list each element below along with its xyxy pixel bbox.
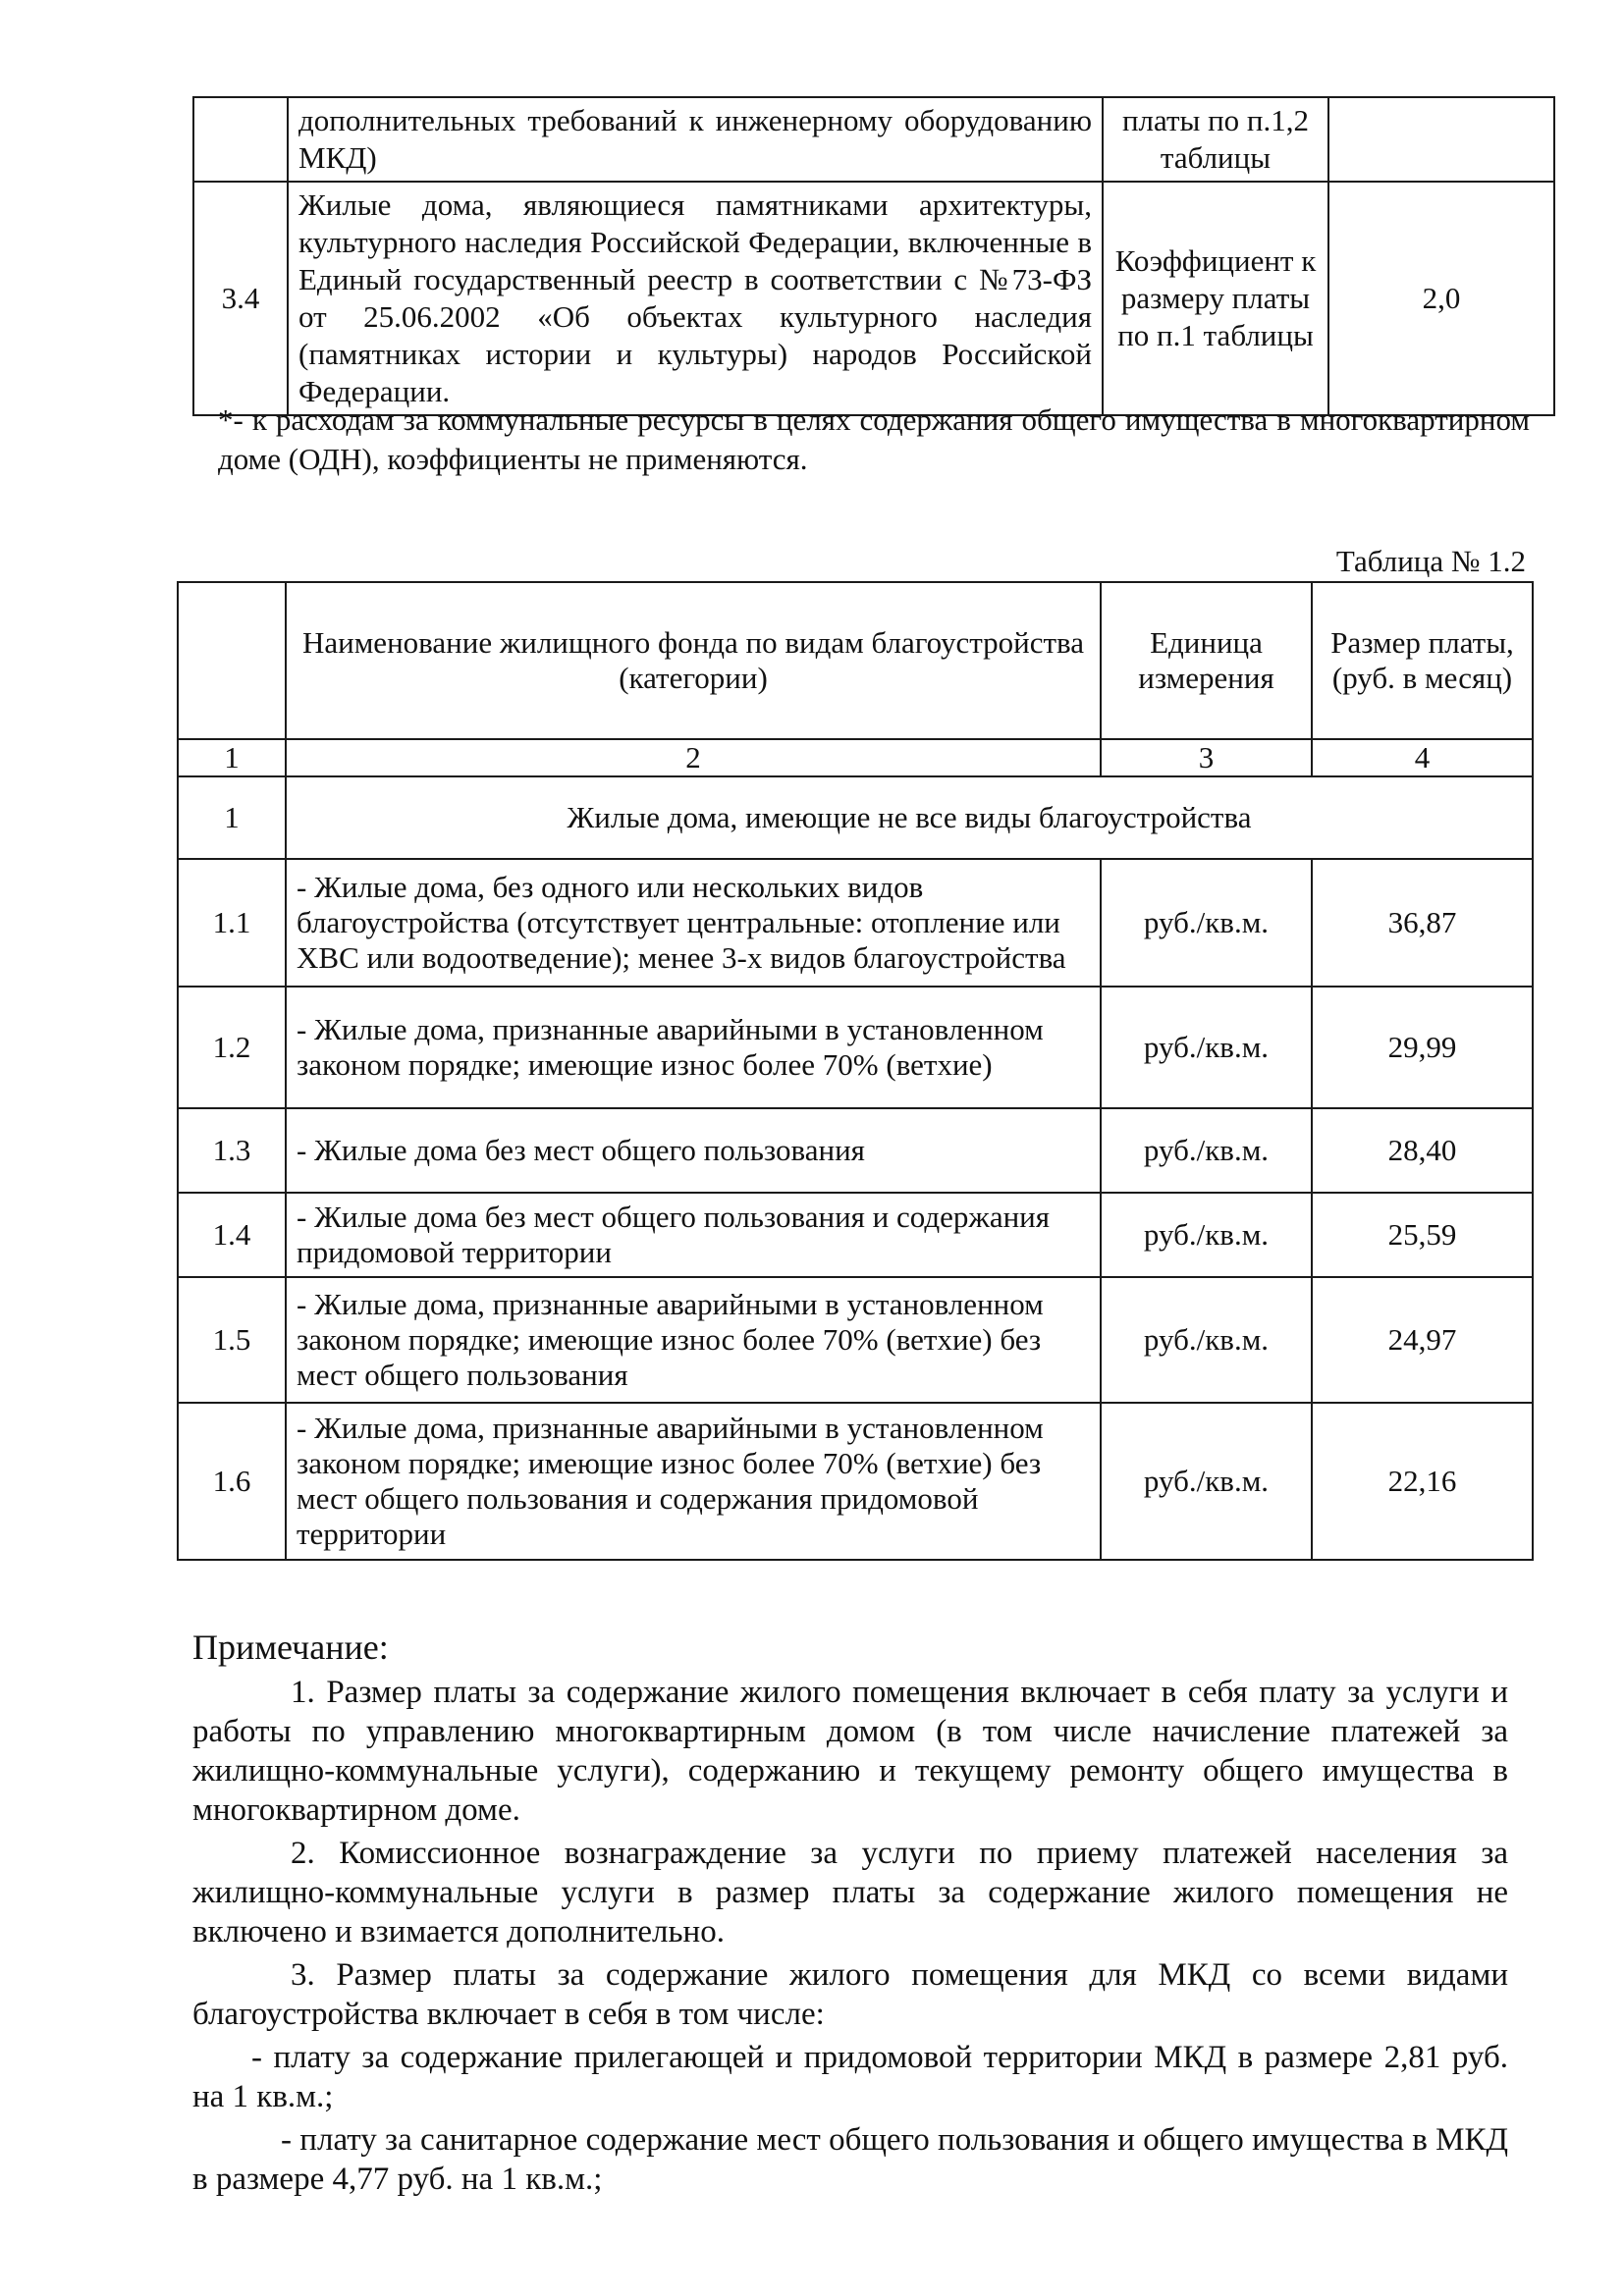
section-title: Жилые дома, имеющие не все виды благоустройства [286,776,1533,859]
row-value [1328,97,1554,182]
row-unit: платы по п.1,2 таблицы [1103,97,1328,182]
row-unit: руб./кв.м. [1101,1403,1312,1560]
note-item: 1. Размер платы за содержание жилого помещения включает в себя плату за услуги и работы по управлению многоквартирным домом (в том числе начисление платежей за жилищно-коммунальные услуги), содержанию и текущему ремонту общего имущества в многоквартирном доме. [192,1675,1508,1828]
note-item: - плату за содержание прилегающей и придомовой территории МКД в размере 2,81 руб. на 1 кв.м.; [192,2040,1508,2114]
row-unit: руб./кв.м. [1101,859,1312,987]
table-row [193,182,1554,415]
section-row [178,776,1533,859]
index-cell: 2 [286,739,1101,776]
row-unit: руб./кв.м. [1101,987,1312,1108]
row-value: 2,0 [1328,182,1554,415]
header-row [178,582,1533,739]
row-name: дополнительных требований к инженерному оборудованию МКД) [288,97,1103,182]
header-num [178,582,286,739]
row-number: 1.2 [178,987,286,1108]
row-unit: руб./кв.м. [1101,1193,1312,1277]
row-unit: руб./кв.м. [1101,1277,1312,1403]
note-item: 3. Размер платы за содержание жилого помещения для МКД со всеми видами благоустройства включает в себя в том числе: [192,1957,1508,2032]
table-row [178,987,1533,1108]
row-number: 1.5 [178,1277,286,1403]
header-price: Размер платы, (руб. в месяц) [1312,582,1533,739]
row-unit: руб./кв.м. [1101,1108,1312,1193]
top-table [192,96,1555,416]
main-table [177,581,1534,1561]
row-number: 1.4 [178,1193,286,1277]
row-number: 1.3 [178,1108,286,1193]
header-name: Наименование жилищного фонда по видам благоустройства (категории) [286,582,1101,739]
row-price: 22,16 [1312,1403,1533,1560]
note-item: 2. Комиссионное вознаграждение за услуги по приему платежей населения за жилищно-коммунальные услуги в размер платы за содержание жилого помещения не включено и взимается дополнительно. [192,1836,1508,1949]
row-price: 36,87 [1312,859,1533,987]
table-row [178,1277,1533,1403]
row-name: - Жилые дома, признанные аварийными в установленном законом порядке; имеющие износ более 70% (ветхие) без мест общего пользования и содержания придомовой территории [286,1403,1101,1560]
notes-section [192,1628,1508,2203]
table-row [193,97,1554,182]
index-row [178,739,1533,776]
row-price: 28,40 [1312,1108,1533,1193]
row-number: 3.4 [193,182,288,415]
note-item: - плату за санитарное содержание мест общего пользования и общего имущества в МКД в размере 4,77 руб. на 1 кв.м.; [192,2122,1508,2197]
row-name: - Жилые дома, признанные аварийными в установленном законом порядке; имеющие износ более 70% (ветхие) без мест общего пользования [286,1277,1101,1403]
row-number: 1.1 [178,859,286,987]
table-row [178,859,1533,987]
row-name: Жилые дома, являющиеся памятниками архитектуры, культурного наследия Российской Федерации, включенные в Единый государственный реестр в соответствии с №73-ФЗ от 25.06.2002 «Об объектах культурного наследия (памятниках истории и культуры) народов Российской Федерации. [288,182,1103,415]
row-number [193,97,288,182]
section-number: 1 [178,776,286,859]
row-unit: Коэффициент к размеру платы по п.1 таблицы [1103,182,1328,415]
row-number: 1.6 [178,1403,286,1560]
table-row [178,1193,1533,1277]
row-name: - Жилые дома, без одного или нескольких видов благоустройства (отсутствует центральные: отопление или ХВС или водоотведение); менее 3-х видов благоустройства [286,859,1101,987]
row-name: - Жилые дома без мест общего пользования и содержания придомовой территории [286,1193,1101,1277]
row-name: - Жилые дома без мест общего пользования [286,1108,1101,1193]
row-price: 24,97 [1312,1277,1533,1403]
index-cell: 3 [1101,739,1312,776]
index-cell: 4 [1312,739,1533,776]
index-cell: 1 [178,739,286,776]
table-row [178,1403,1533,1560]
table-row [178,1108,1533,1193]
footnote: *- к расходам за коммунальные ресурсы в целях содержания общего имущества в многоквартирном доме (ОДН), коэффициенты не применяются. [218,402,1530,476]
row-price: 25,59 [1312,1193,1533,1277]
row-price: 29,99 [1312,987,1533,1108]
notes-title: Примечание: [192,1628,389,1667]
header-unit: Единица измерения [1101,582,1312,739]
row-name: - Жилые дома, признанные аварийными в установленном законом порядке; имеющие износ более 70% (ветхие) [286,987,1101,1108]
table-caption: Таблица № 1.2 [1335,544,1526,578]
